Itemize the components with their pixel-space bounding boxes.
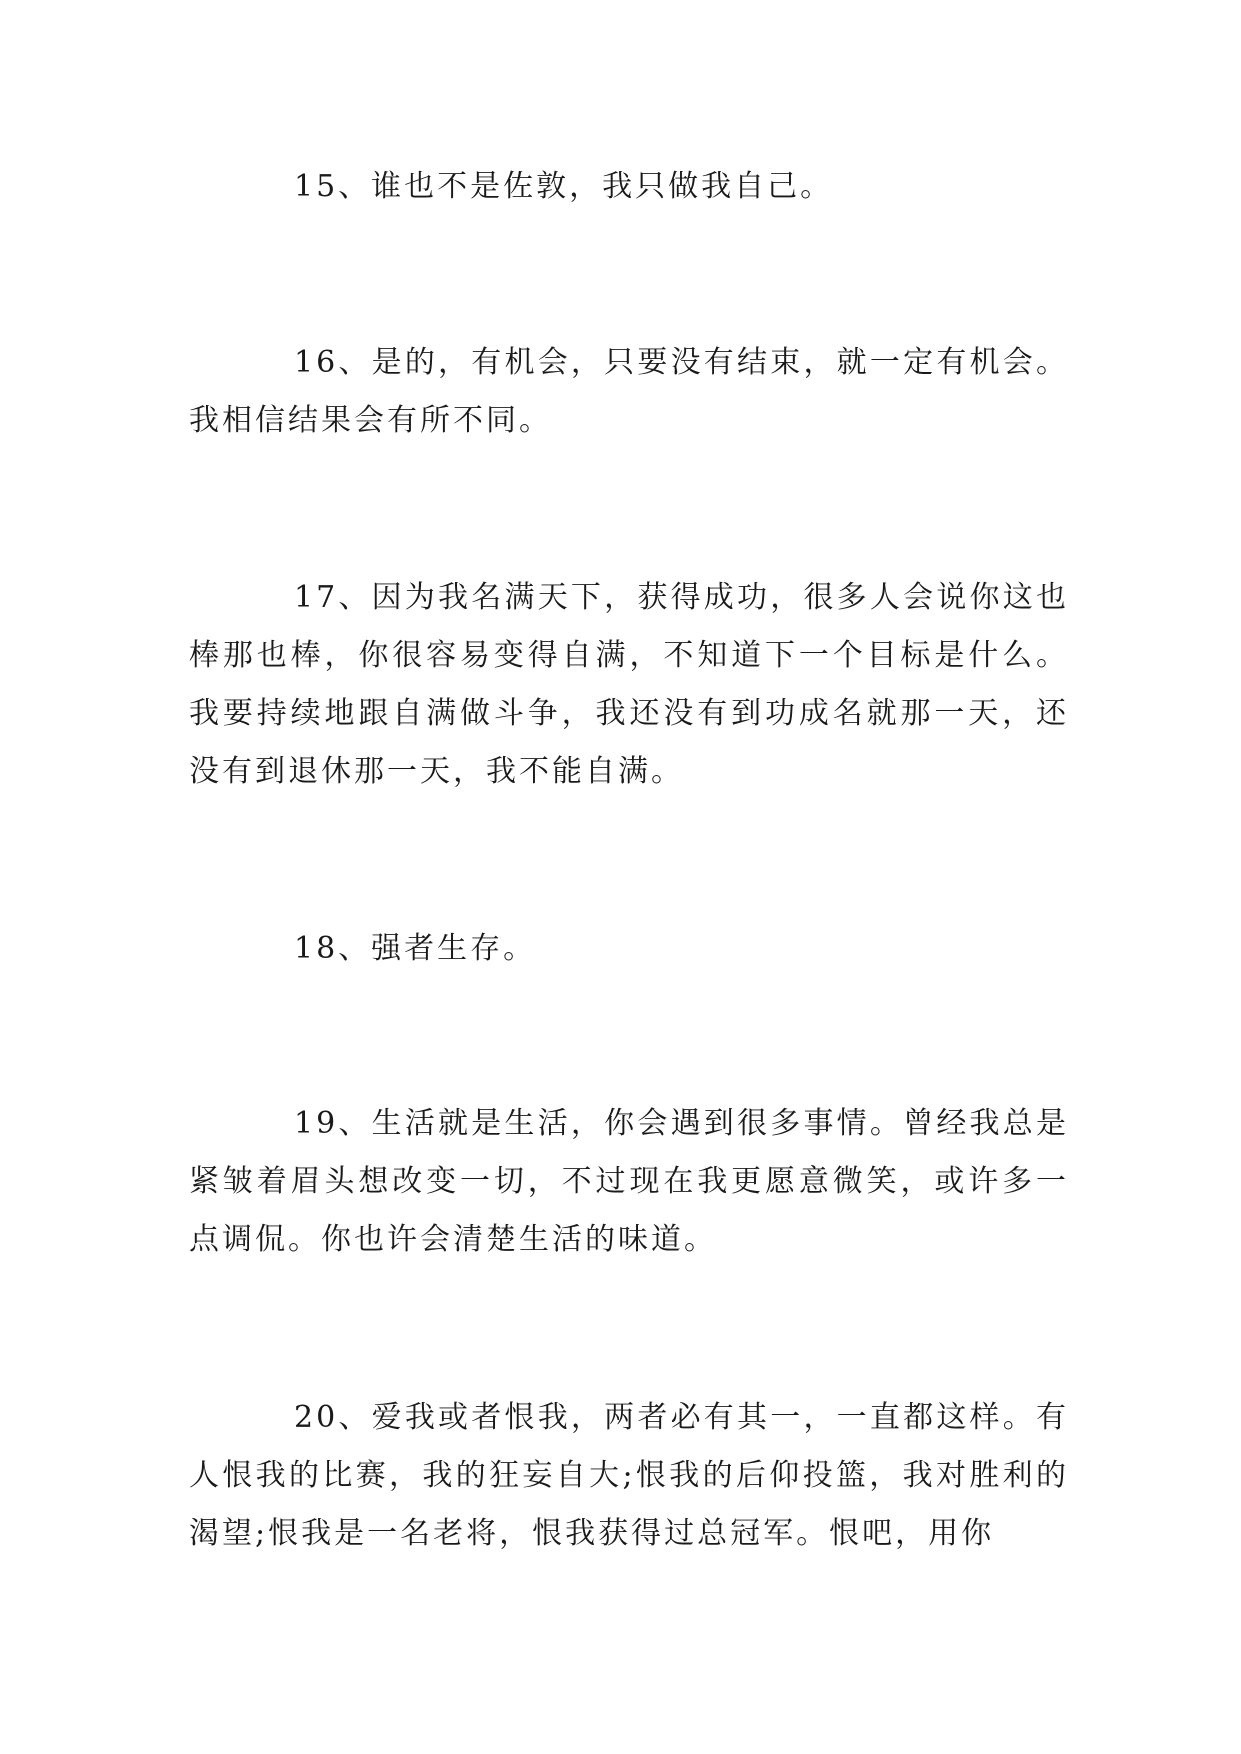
quote-paragraph-19: 19、生活就是生活，你会遇到很多事情。曾经我总是紧皱着眉头想改变一切，不过现在我更愿意微笑，或许多一点调侃。你也许会清楚生活的味道。 — [189, 1106, 1069, 1257]
quote-paragraph-20: 20、爱我或者恨我，两者必有其一，一直都这样。有人恨我的比赛，我的狂妄自大;恨我的后仰投篮，我对胜利的渴望;恨我是一名老将，恨我获得过总冠军。恨吧，用你 — [189, 1400, 1069, 1551]
quote-paragraph-16: 16、是的，有机会，只要没有结束，就一定有机会。我相信结果会有所不同。 — [189, 345, 1069, 438]
quote-paragraph-15: 15、谁也不是佐敦，我只做我自己。 — [294, 169, 834, 204]
quote-paragraph-18: 18、强者生存。 — [294, 931, 537, 966]
quote-paragraph-17: 17、因为我名满天下，获得成功，很多人会说你这也棒那也棒，你很容易变得自满，不知道下一个目标是什么。我要持续地跟自满做斗争，我还没有到功成名就那一天，还没有到退休那一天，我不能自满。 — [189, 580, 1069, 789]
